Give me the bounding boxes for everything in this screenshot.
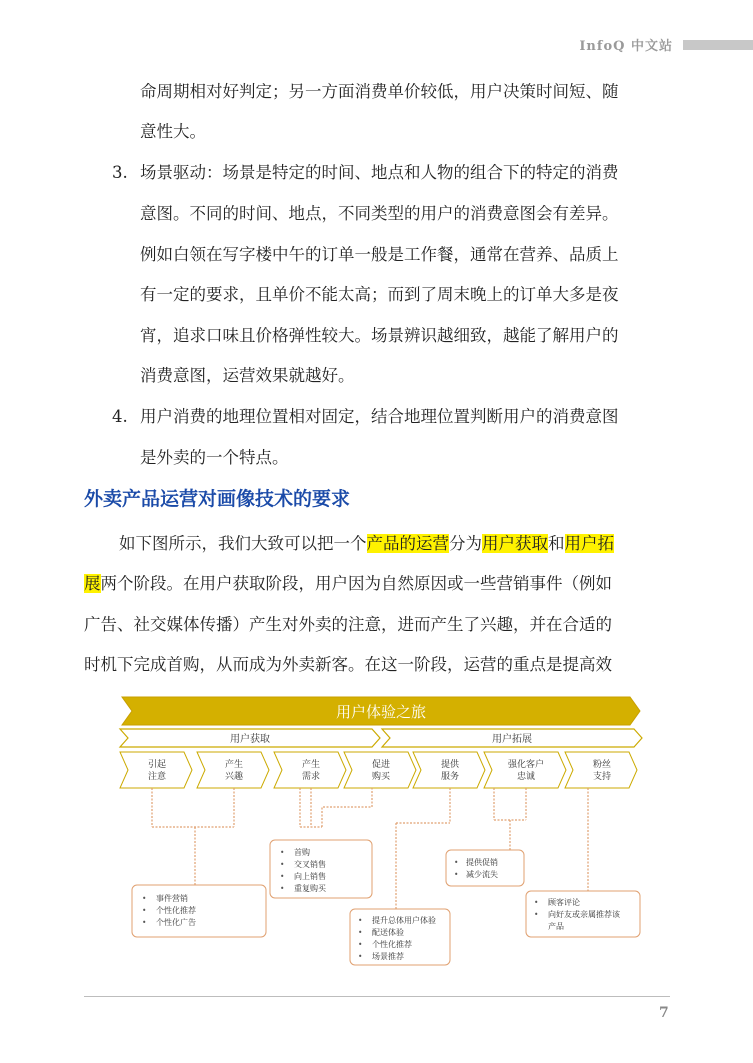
step-6-a: 强化客户: [507, 760, 545, 770]
step-1-a: 引起: [147, 760, 167, 770]
para-line-3: 广告、社交媒体传播）产生对外卖的注意，进而产生了兴趣，并在合适的: [84, 615, 612, 634]
phase-acquire-label: 用户获取: [230, 734, 270, 745]
box-experience-item: 场景推荐: [372, 952, 404, 961]
box-experience-item: 配送体验: [372, 928, 404, 937]
text-line: 宵，追求口味且价格弹性较大。场景辨识越细致，越能了解用户的: [140, 326, 619, 345]
step-5-b: 服务: [440, 772, 460, 782]
text-line: 消费意图，运营效果就越好。: [140, 366, 355, 385]
svg-text:•: •: [280, 884, 285, 893]
text-line: 命周期相对好判定；另一方面消费单价较低，用户决策时间短、随: [140, 82, 619, 101]
box-purchase-item: 重复购买: [294, 884, 326, 893]
para-line-4: 时机下完成首购，从而成为外卖新客。在这一阶段，运营的重点是提高效: [84, 655, 612, 674]
box-review-item: 产品: [548, 922, 564, 931]
box-experience-item: 个性化推荐: [372, 940, 412, 949]
box-review-item: 顾客评论: [548, 898, 580, 907]
para-line-1: 如下图所示，我们大致可以把一个产品的运营分为用户获取和用户拓: [119, 534, 614, 553]
svg-text:•: •: [358, 928, 363, 937]
step-5-a: 提供: [440, 760, 460, 770]
text-line: 有一定的要求，且单价不能太高；而到了周末晚上的订单大多是夜: [140, 285, 619, 304]
page-number: 7: [659, 1005, 669, 1021]
text-line: 用户消费的地理位置相对固定，结合地理位置判断用户的消费意图: [140, 407, 619, 426]
text-line: 是外卖的一个特点。: [140, 448, 289, 467]
box-purchase-item: 向上销售: [294, 872, 326, 881]
text-line: 意性大。: [140, 122, 206, 141]
diagram-title: 用户体验之旅: [335, 703, 427, 721]
box-marketing-item: 个性化推荐: [156, 906, 196, 915]
svg-text:•: •: [358, 940, 363, 949]
step-1-b: 注意: [147, 772, 167, 782]
svg-text:•: •: [280, 848, 285, 857]
phase-expand-label: 用户拓展: [492, 734, 532, 745]
step-2-a: 产生: [224, 760, 244, 770]
svg-text:•: •: [358, 952, 363, 961]
step-3-b: 需求: [301, 772, 321, 782]
svg-text:•: •: [280, 872, 285, 881]
box-purchase: [270, 840, 372, 898]
box-promo-item: 提供促销: [466, 858, 498, 867]
box-review: [526, 891, 640, 937]
box-promo-item: 减少流失: [466, 870, 498, 879]
step-6-b: 忠诚: [516, 772, 536, 782]
svg-text:•: •: [358, 916, 363, 925]
text-line: 例如白领在写字楼中午的订单一般是工作餐，通常在营养、品质上: [140, 245, 619, 264]
text-line: 意图。不同的时间、地点，不同类型的用户的消费意图会有差异。: [140, 204, 619, 223]
step-2-b: 兴趣: [224, 772, 244, 782]
box-experience: [350, 909, 450, 965]
step-chevrons: [120, 752, 637, 788]
box-marketing-item: 事件营销: [156, 894, 188, 903]
svg-text:•: •: [142, 918, 147, 927]
user-journey-diagram: [110, 695, 650, 980]
svg-text:•: •: [280, 860, 285, 869]
svg-text:•: •: [534, 898, 539, 907]
list-number: 4.: [112, 407, 128, 426]
header-bar: [683, 40, 753, 50]
text-line: 场景驱动：场景是特定的时间、地点和人物的组合下的特定的消费: [140, 163, 619, 182]
step-4-b: 购买: [371, 772, 391, 782]
para-line-2: 展两个阶段。在用户获取阶段，用户因为自然原因或一些营销事件（例如: [84, 574, 612, 593]
box-promo: [446, 850, 524, 886]
svg-text:•: •: [454, 870, 459, 879]
step-3-a: 产生: [301, 760, 321, 770]
site-name: InfoQ 中文站: [579, 39, 673, 54]
svg-text:•: •: [454, 858, 459, 867]
box-experience-item: 提升总体用户体验: [372, 916, 436, 925]
step-7-a: 粉丝: [592, 760, 612, 770]
step-4-a: 促进: [371, 760, 391, 770]
svg-text:•: •: [142, 894, 147, 903]
section-heading: 外卖产品运营对画像技术的要求: [84, 488, 351, 510]
step-7-b: 支持: [592, 772, 612, 782]
box-review-item: 向好友或亲属推荐该: [548, 910, 620, 919]
svg-text:•: •: [142, 906, 147, 915]
box-purchase-item: 首购: [294, 848, 310, 857]
page-header: [0, 34, 753, 54]
list-number: 3.: [112, 163, 128, 182]
svg-text:•: •: [534, 910, 539, 919]
box-purchase-item: 交叉销售: [294, 860, 326, 869]
footer-rule: [84, 996, 670, 997]
box-marketing-item: 个性化广告: [156, 918, 196, 927]
box-marketing: [132, 885, 266, 937]
